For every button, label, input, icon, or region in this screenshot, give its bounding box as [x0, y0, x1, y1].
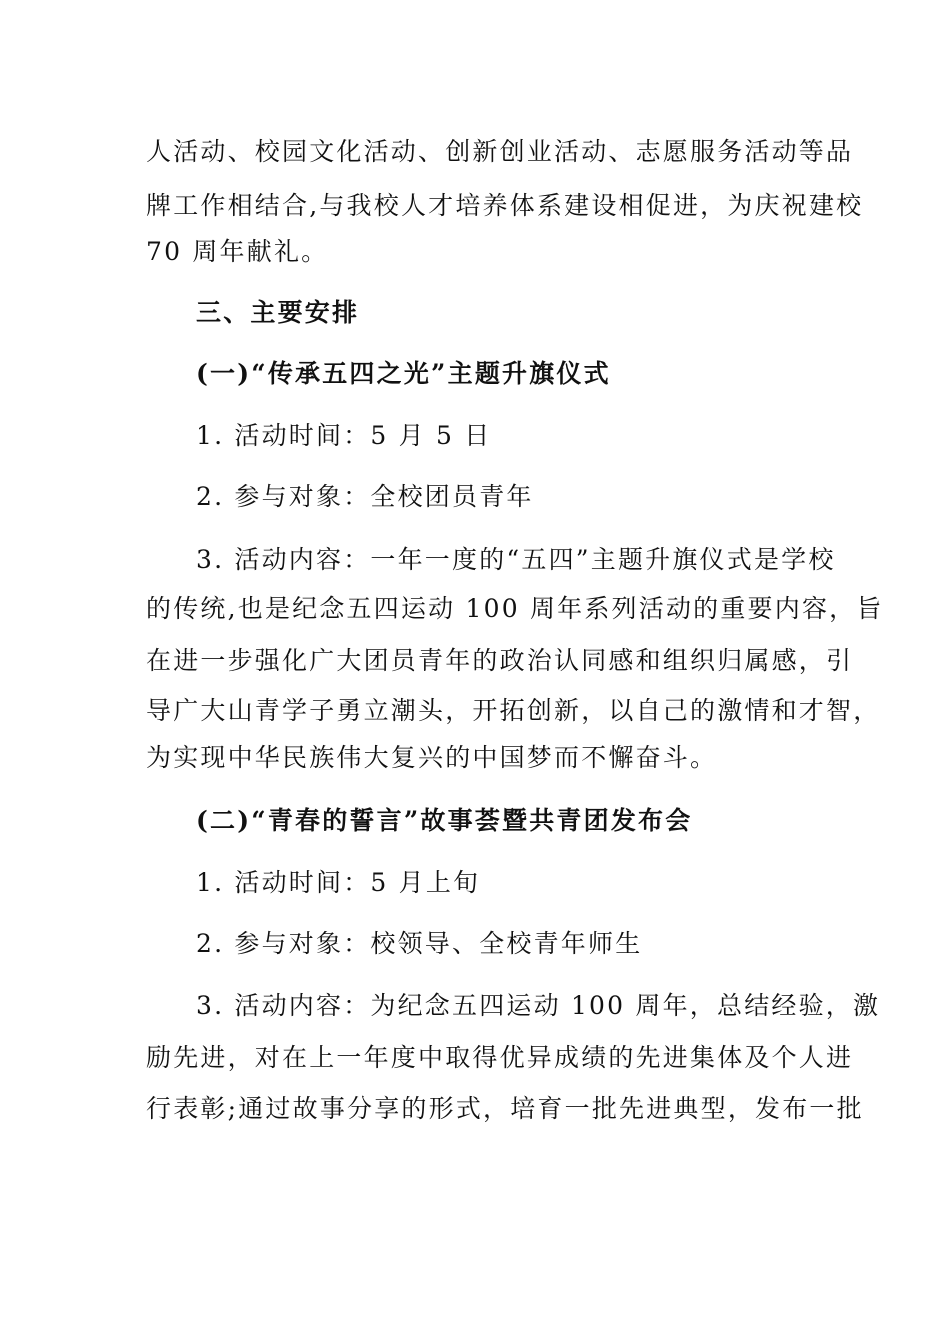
activity-2-content-line-2: 励先进，对在上一年度中取得优异成绩的先进集体及个人进: [146, 1043, 854, 1072]
activity-1-content-line-2: 的传统,也是纪念五四运动 100 周年系列活动的重要内容，旨: [146, 594, 884, 623]
activity-1-time: 1. 活动时间：5 月 5 日: [196, 421, 492, 450]
activity-1-content-line-5: 为实现中华民族伟大复兴的中国梦而不懈奋斗。: [146, 743, 718, 772]
activity-1-content-line-3: 在进一步强化广大团员青年的政治认同感和组织归属感，引: [146, 646, 854, 675]
activity-1-content-line-1: 3. 活动内容：一年一度的“五四”主题升旗仪式是学校: [196, 545, 836, 574]
activity-2-time: 1. 活动时间：5 月上旬: [196, 868, 481, 897]
activity-1-participants: 2. 参与对象：全校团员青年: [196, 482, 534, 511]
activity-2-content-line-1: 3. 活动内容：为纪念五四运动 100 周年，总结经验，激: [196, 991, 881, 1020]
section-heading: 三、主要安排: [196, 298, 360, 327]
activity-2-heading: (二)“青春的誓言”故事荟暨共青团发布会: [196, 806, 693, 835]
intro-line-2: 牌工作相结合,与我校人才培养体系建设相促进，为庆祝建校: [146, 191, 864, 220]
intro-line-1: 人活动、校园文化活动、创新创业活动、志愿服务活动等品: [146, 137, 854, 166]
intro-line-3: 70 周年献礼。: [146, 237, 329, 266]
activity-2-content-line-3: 行表彰;通过故事分享的形式，培育一批先进典型，发布一批: [146, 1094, 864, 1123]
activity-2-participants: 2. 参与对象：校领导、全校青年师生: [196, 929, 643, 958]
activity-1-content-line-4: 导广大山青学子勇立潮头，开拓创新，以自己的激情和才智，: [146, 696, 881, 725]
activity-1-heading: (一)“传承五四之光”主题升旗仪式: [196, 359, 611, 388]
